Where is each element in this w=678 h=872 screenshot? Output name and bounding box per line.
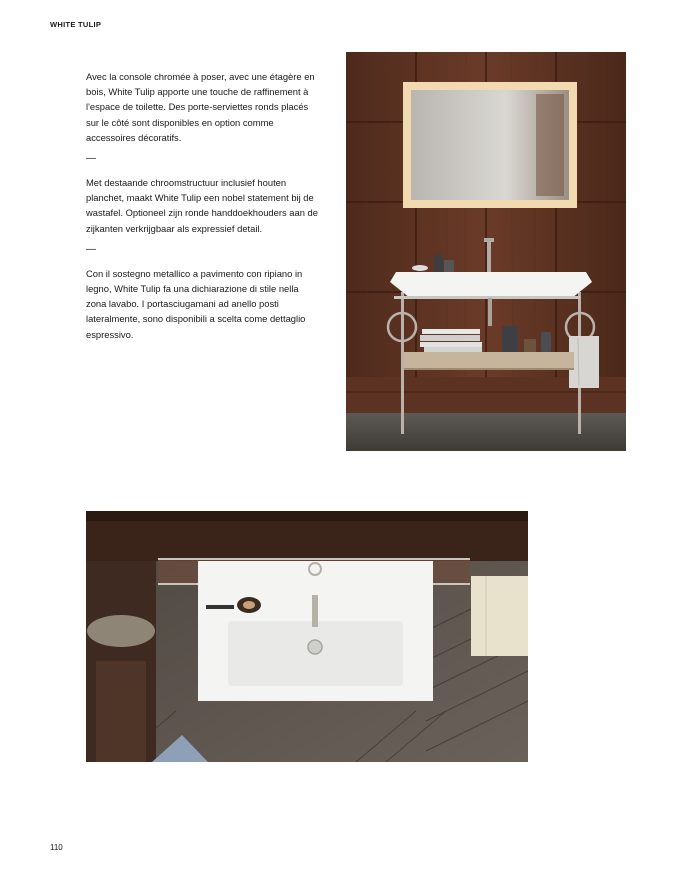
page-number: 110 [50, 843, 63, 852]
paragraph-italian: Con il sostegno metallico a pavimento con ripiano in legno, White Tulip fa una dichiarazione di stile nella zona lavabo. I portasciugamani ad anello posti lateralmente, sono disponibili a scelta come dettaglio espressivo. [86, 267, 306, 340]
paragraph-french: Avec la console chromée à poser, avec une étagère en bois, White Tulip apporte une touche de raffinement à l'espace de toilette. Des porte-serviettes ronds placés sur le côté sont disponibles en option comme accessoires décoratifs. [86, 71, 315, 143]
section-title: WHITE TULIP [50, 20, 102, 29]
washbasin-console-photo [346, 52, 626, 451]
separator-dash: — [86, 153, 96, 165]
body-text [86, 69, 321, 342]
washbasin-top-view-photo [86, 511, 528, 762]
separator-dash: — [86, 243, 96, 255]
paragraph-dutch: Met destaande chroomstructuur inclusief houten planchet, maakt White Tulip een nobel statement bij de wastafel. Optioneel zijn ronde handdoekhouders aan de zijkanten verkrijgbaar als expressief detail. [86, 177, 318, 234]
